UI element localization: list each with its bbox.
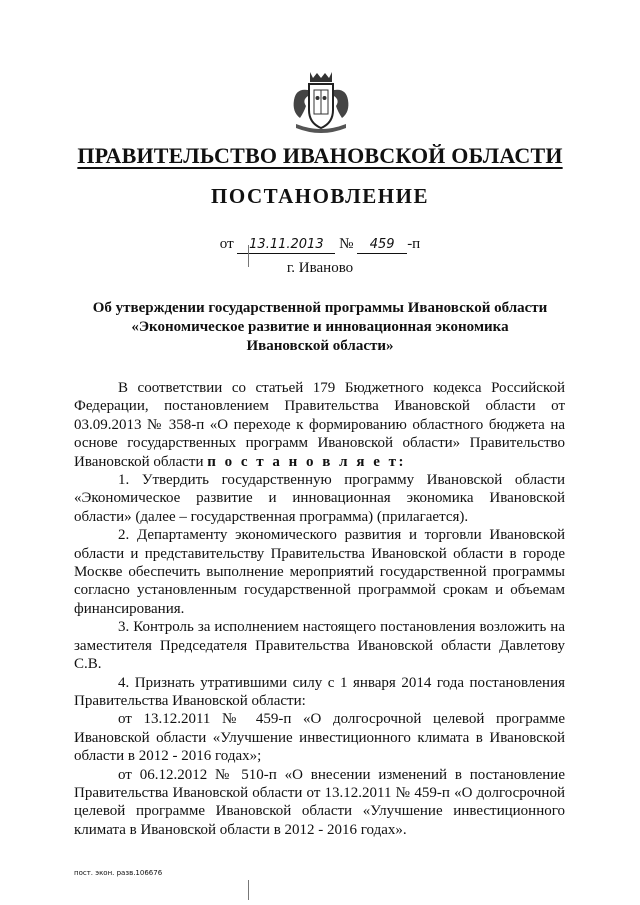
title-line: «Экономическое развитие и инновационная экономика [131, 319, 509, 335]
paragraph: 4. Признать утратившими силу с 1 января 2014 года постановления Правительства Ивановской области: [74, 674, 565, 709]
paragraph: 3. Контроль за исполнением настоящего постановления возложить на заместителя Председателя Правительства Ивановской области Давлетову С.В. [74, 619, 565, 673]
coat-of-arms-icon [288, 68, 354, 138]
title-line: Ивановской области» [246, 338, 394, 354]
footer-reference: пост. экон. разв.106676 [74, 869, 163, 877]
date-prefix: от [219, 236, 234, 252]
preamble-paragraph [74, 379, 565, 471]
scan-mark [248, 245, 249, 267]
paragraph: 2. Департаменту экономического развития и торговли Ивановской области и представительству Правительства Ивановской области в городе Москве обеспечить выполнение мероприятий государственной программы согласно установленным государственной программой срокам и объемам финансирования. [74, 527, 565, 617]
date-line [0, 236, 640, 254]
city: г. Иваново [286, 260, 354, 276]
title-line: Об утверждении государственной программы Ивановской области [92, 300, 548, 316]
decree-body [74, 379, 565, 839]
decree-date: 13.11.2013 [237, 237, 335, 254]
government-heading: ПРАВИТЕЛЬСТВО ИВАНОВСКОЙ ОБЛАСТИ [77, 143, 563, 168]
scan-mark [248, 880, 249, 900]
paragraph: 1. Утвердить государственную программу Ивановской области «Экономическое развитие и инновационная экономика Ивановской области» (далее – государственная программа) (прилагается). [74, 472, 565, 525]
preamble-emphasis: п о с т а н о в л я е т: [207, 453, 406, 470]
number-label: № [339, 236, 354, 252]
preamble-text: В соответствии со статьей 179 Бюджетного кодекса Российской Федерации, постановлением Правительства Ивановской области от 03.09.2013 № 358-п «О переходе к формированию областного бюджета на основе государственных программ Ивановской области» Правительство Ивановской области [74, 380, 565, 470]
paragraph: от 13.12.2011 № 459-п «О долгосрочной целевой программе Ивановской области «Улучшение инвестиционного климата в Ивановской области в 2012 - 2016 годах»; [74, 711, 565, 765]
document-type: ПОСТАНОВЛЕНИЕ [211, 184, 429, 208]
decree-number: 459 [357, 237, 407, 254]
paragraph: от 06.12.2012 № 510-п «О внесении изменений в постановление Правительства Ивановской области от 13.12.2011 № 459-п «О долгосрочной целевой программе Ивановской области «Улучшение инвестиционного климата в Ивановской области в 2012 - 2016 годах». [74, 766, 565, 838]
number-suffix: -п [407, 236, 421, 252]
decree-title [80, 299, 560, 356]
